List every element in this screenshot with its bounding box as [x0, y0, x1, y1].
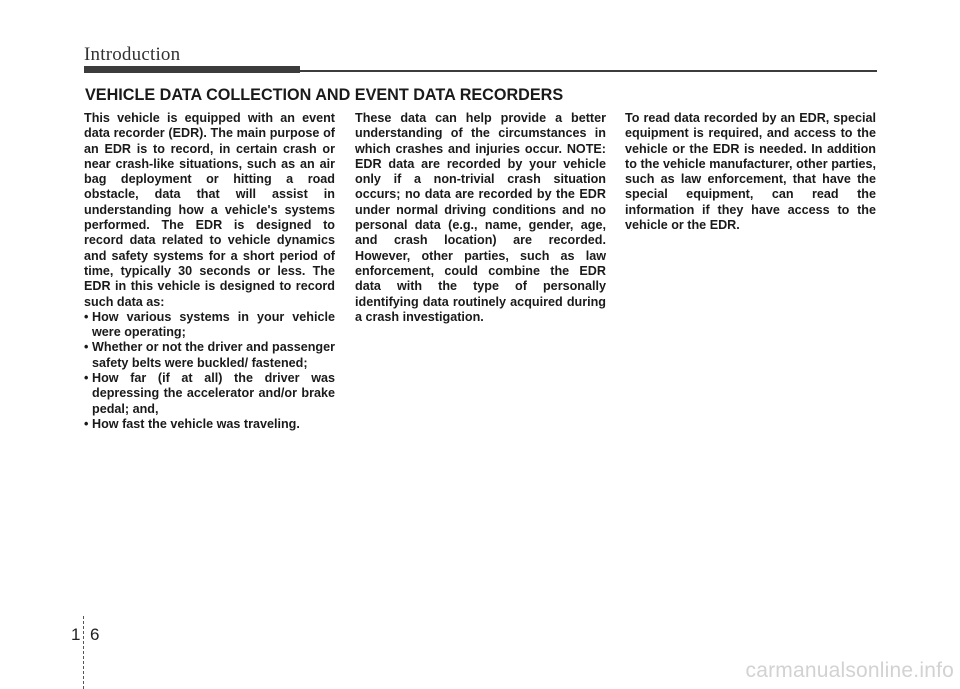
edr-data-list: [84, 310, 335, 432]
list-item-text: How fast the vehicle was traveling.: [92, 416, 300, 431]
list-item-text: How various systems in your vehicle were operating;: [92, 309, 335, 340]
list-item: [84, 340, 335, 371]
section-heading: VEHICLE DATA COLLECTION AND EVENT DATA RECORDERS: [85, 86, 564, 104]
chapter-title: Introduction: [84, 44, 181, 65]
chapter-number: 1: [71, 625, 81, 644]
edr-usage-paragraph: These data can help provide a better understanding of the circumstances in which crashes and injuries occur. NOTE: EDR data are recorded by your vehicle only if a non-trivial crash situation occurs; no data are recorded by the EDR under normal driving conditions and no personal data (e.g., name, gender, age, and crash location) are recorded. However, other parties, such as law enforcement, could combine the EDR data with the type of personally identifying data routinely acquired during a crash investigation.: [355, 111, 606, 324]
list-item: [84, 371, 335, 417]
bullet-icon: •: [84, 309, 89, 324]
text-column-1: [84, 111, 335, 432]
edr-intro-paragraph: This vehicle is equipped with an event data recorder (EDR). The main purpose of an EDR is to record, in certain crash or near crash-like situations, such as an air bag deployment or hitting a road obstacle, data that will assist in understanding how a vehicle's systems performed. The EDR is designed to record data related to vehicle dynamics and safety systems for a short period of time, typically 30 seconds or less. The EDR in this vehicle is designed to record such data as:: [84, 111, 335, 309]
watermark: carmanualsonline.info: [745, 659, 954, 682]
text-column-3: [625, 111, 876, 233]
bullet-icon: •: [84, 340, 89, 355]
list-item: [84, 310, 335, 341]
list-item: [84, 417, 335, 432]
list-item-text: Whether or not the driver and passenger safety belts were buckled/ fastened;: [92, 340, 335, 370]
text-column-2: [355, 111, 606, 325]
page-number: 6: [90, 625, 100, 644]
header-accent-bar: [84, 66, 300, 73]
bullet-icon: •: [84, 371, 89, 386]
list-item-text: How far (if at all) the driver was depressing the accelerator and/or brake pedal; and,: [92, 371, 335, 416]
header-rule: [300, 70, 877, 72]
page-number-divider: [83, 616, 84, 689]
edr-access-paragraph: To read data recorded by an EDR, special equipment is required, and access to the vehicle or the EDR is needed. In addition to the vehicle manufacturer, other parties, such as law enforcement, that have the special equipment, can read the information if they have access to the vehicle or the EDR.: [625, 111, 876, 233]
bullet-icon: •: [84, 416, 89, 431]
